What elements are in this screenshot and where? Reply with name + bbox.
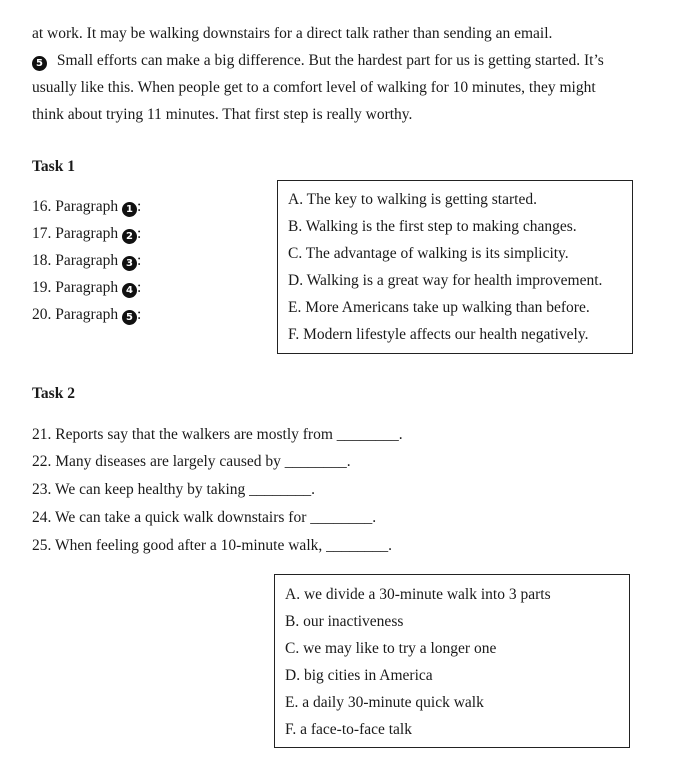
- task2-title: Task 2: [32, 385, 75, 402]
- task2-option-e: E. a daily 30-minute quick walk: [285, 694, 484, 711]
- task1-item-19: [32, 279, 141, 298]
- task1-option-a: A. The key to walking is getting started.: [288, 191, 537, 208]
- task2-options-box: [274, 574, 630, 748]
- colon: :: [136, 198, 142, 215]
- task2-item-25: 25. When feeling good after a 10-minute walk, ________.: [32, 537, 392, 554]
- task1-item-label: 18. Paragraph: [32, 252, 119, 269]
- passage-line-2-text: Small efforts can make a big difference. But the hardest part for us is getting started. It’s: [56, 52, 604, 69]
- task1-item-18: [32, 252, 141, 271]
- task1-item-label: 16. Paragraph: [32, 198, 119, 215]
- task1-item-label: 17. Paragraph: [32, 225, 119, 242]
- task2-option-f: F. a face-to-face talk: [285, 721, 412, 738]
- task2-item-24: 24. We can take a quick walk downstairs for ________.: [32, 509, 377, 526]
- colon: :: [136, 279, 142, 296]
- task2-item-21: 21. Reports say that the walkers are mostly from ________.: [32, 426, 403, 443]
- passage-line-1: at work. It may be walking downstairs for a direct talk rather than sending an email.: [32, 25, 553, 42]
- task1-option-d: D. Walking is a great way for health improvement.: [288, 272, 603, 289]
- paragraph-5-marker: 5: [32, 56, 47, 71]
- task2-item-22: 22. Many diseases are largely caused by ________.: [32, 453, 351, 470]
- passage-line-3: usually like this. When people get to a comfort level of walking for 10 minutes, they might: [32, 79, 596, 96]
- paragraph-marker: 4: [122, 283, 137, 298]
- colon: :: [136, 225, 142, 242]
- task2-option-b: B. our inactiveness: [285, 613, 404, 630]
- paragraph-marker: 3: [122, 256, 137, 271]
- task1-item-label: 19. Paragraph: [32, 279, 119, 296]
- task1-option-e: E. More Americans take up walking than before.: [288, 299, 590, 316]
- task1-option-b: B. Walking is the first step to making changes.: [288, 218, 577, 235]
- colon: :: [136, 252, 142, 269]
- task1-options-box: [277, 180, 633, 354]
- paragraph-marker: 2: [122, 229, 137, 244]
- task2-option-c: C. we may like to try a longer one: [285, 640, 497, 657]
- passage-line-2: [32, 51, 604, 71]
- task1-option-c: C. The advantage of walking is its simplicity.: [288, 245, 569, 262]
- passage-line-4: think about trying 11 minutes. That first step is really worthy.: [32, 106, 413, 123]
- task1-item-16: [32, 198, 141, 217]
- task1-item-20: [32, 306, 141, 325]
- task1-item-label: 20. Paragraph: [32, 306, 119, 323]
- task1-item-17: [32, 225, 141, 244]
- task2-option-a: A. we divide a 30-minute walk into 3 parts: [285, 586, 551, 603]
- task2-item-23: 23. We can keep healthy by taking ________.: [32, 481, 315, 498]
- paragraph-marker: 5: [122, 310, 137, 325]
- colon: :: [136, 306, 142, 323]
- paragraph-marker: 1: [122, 202, 137, 217]
- task2-option-d: D. big cities in America: [285, 667, 433, 684]
- task1-option-f: F. Modern lifestyle affects our health negatively.: [288, 326, 589, 343]
- task1-title: Task 1: [32, 158, 75, 175]
